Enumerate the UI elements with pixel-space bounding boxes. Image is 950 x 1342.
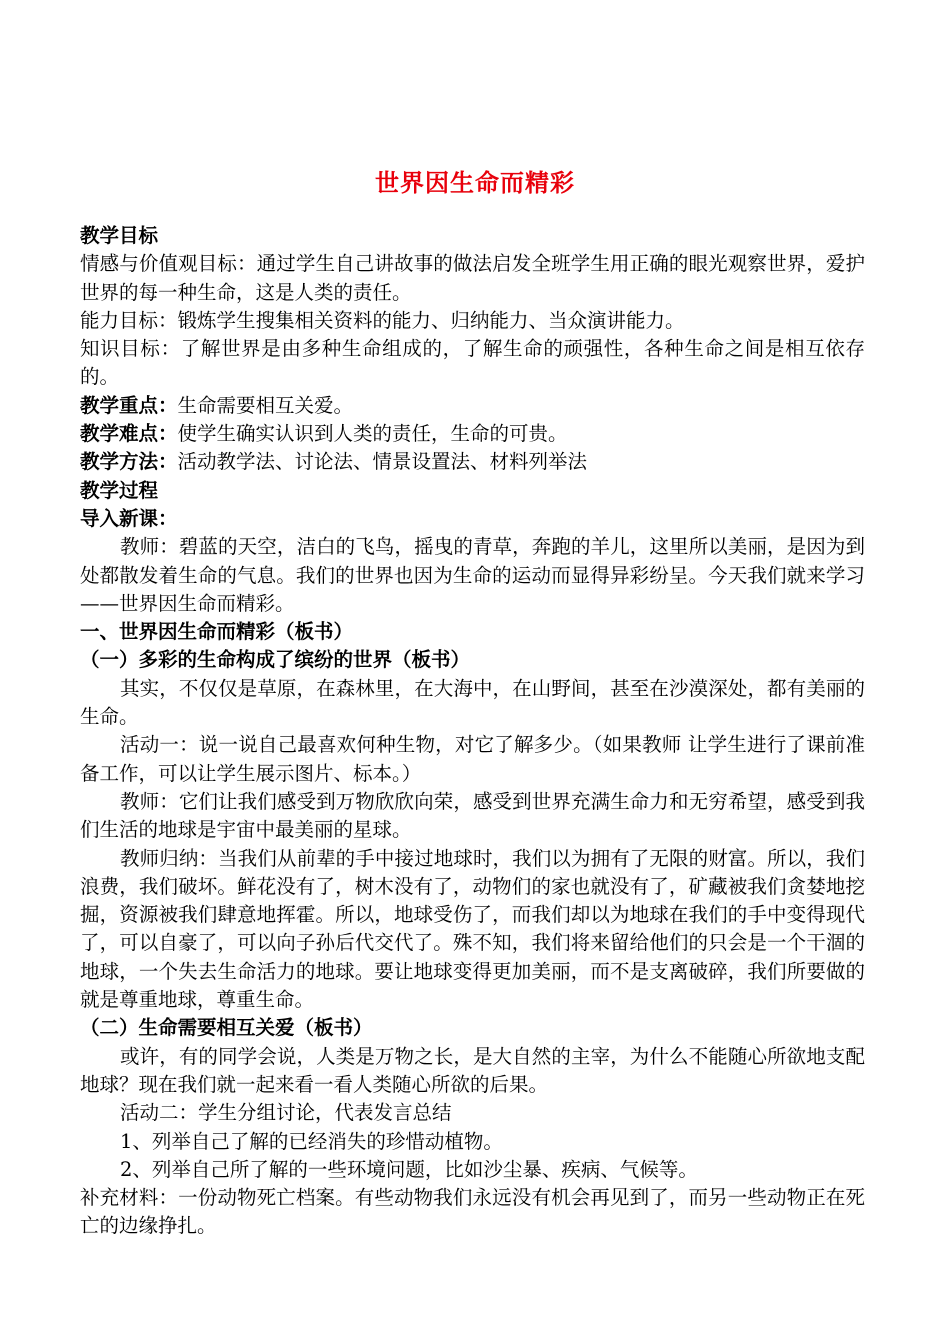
section-1-1-heading: （一）多彩的生命构成了缤纷的世界（板书） — [80, 648, 471, 672]
section-1-heading: 一、世界因生命而精彩（板书） — [80, 620, 354, 644]
section-1-2-heading: （二）生命需要相互关爱（板书） — [80, 1016, 373, 1040]
supplementary-material: 补充材料：一份动物死亡档案。有些动物我们永远没有机会再见到了，而另一些动物正在死亡的边缘挣扎。 — [80, 1186, 865, 1238]
list-item-2: 2、列举自己所了解的一些环境问题，比如沙尘暴、疾病、气候等。 — [120, 1157, 698, 1181]
teaching-method — [80, 448, 865, 476]
teaching-method-label: 教学方法： — [80, 450, 178, 474]
heading-intro: 导入新课： — [80, 506, 178, 530]
paragraph-1: 其实，不仅仅是草原，在森林里，在大海中，在山野间，甚至在沙漠深处，都有美丽的生命。 — [80, 676, 865, 729]
paragraph-5: 或许，有的同学会说，人类是万物之长，是大自然的主宰，为什么不能随心所欲地支配地球？现在我们就一起来看一看人类随心所欲的后果。 — [80, 1044, 865, 1096]
paragraph-activity-2: 活动二：学生分组讨论，代表发言总结 — [120, 1101, 452, 1125]
difficult-point-label: 教学难点： — [80, 422, 178, 446]
list-item-1: 1、列举自己了解的已经消失的珍惜动植物。 — [120, 1129, 503, 1153]
paragraph-activity-1: 活动一：说一说自己最喜欢何种生物，对它了解多少。（如果教师 让学生进行了课前准备工作，可以让学生展示图片、标本。） — [80, 733, 865, 785]
key-point-label: 教学重点： — [80, 393, 178, 417]
paragraph-3: 教师：它们让我们感受到万物欣欣向荣，感受到世界充满生命力和无穷希望，感受到我们生活的地球是宇宙中最美丽的星球。 — [80, 789, 865, 842]
paragraph-summary: 教师归纳：当我们从前辈的手中接过地球时，我们以为拥有了无限的财富。所以，我们浪费，我们破坏。鲜花没有了，树木没有了，动物们的家也就没有了，矿藏被我们贪婪地挖掘，资源被我们肆意地挥霍。所以，地球受伤了，而我们却以为地球在我们的手中变得现代了，可以自豪了，可以向子孙后代交代了。殊不知，我们将来留给他们的只会是一个干涸的地球，一个失去生命活力的地球。要让地球变得更加美丽，而不是支离破碎，我们所要做的就是尊重地球，尊重生命。 — [80, 846, 865, 1012]
heading-teaching-goals: 教学目标 — [80, 224, 159, 247]
key-point — [80, 392, 865, 420]
goal-knowledge: 知识目标：了解世界是由多种生命组成的，了解生命的顽强性，各种生命之间是相互依存的。 — [80, 337, 865, 389]
difficult-point-text: 使学生确实认识到人类的责任，生命的可贵。 — [177, 422, 568, 446]
goal-ability: 能力目标：锻炼学生搜集相关资料的能力、归纳能力、当众演讲能力。 — [80, 308, 685, 332]
document-title: 世界因生命而精彩 — [375, 168, 575, 197]
document-body — [80, 222, 865, 1241]
difficult-point — [80, 420, 865, 448]
heading-teaching-process: 教学过程 — [80, 478, 159, 502]
key-point-text: 生命需要相互关爱。 — [177, 393, 354, 417]
goal-emotion: 情感与价值观目标：通过学生自己讲故事的做法启发全班学生用正确的眼光观察世界，爱护世界的每一种生命，这是人类的责任。 — [80, 252, 865, 304]
teaching-method-text: 活动教学法、讨论法、情景设置法、材料列举法 — [177, 450, 588, 474]
intro-paragraph: 教师：碧蓝的天空，洁白的飞鸟，摇曳的青草，奔跑的羊儿，这里所以美丽，是因为到处都散发着生命的气息。我们的世界也因为生命的运动而显得异彩纷呈。今天我们就来学习——世界因生命而精彩。 — [80, 535, 865, 615]
